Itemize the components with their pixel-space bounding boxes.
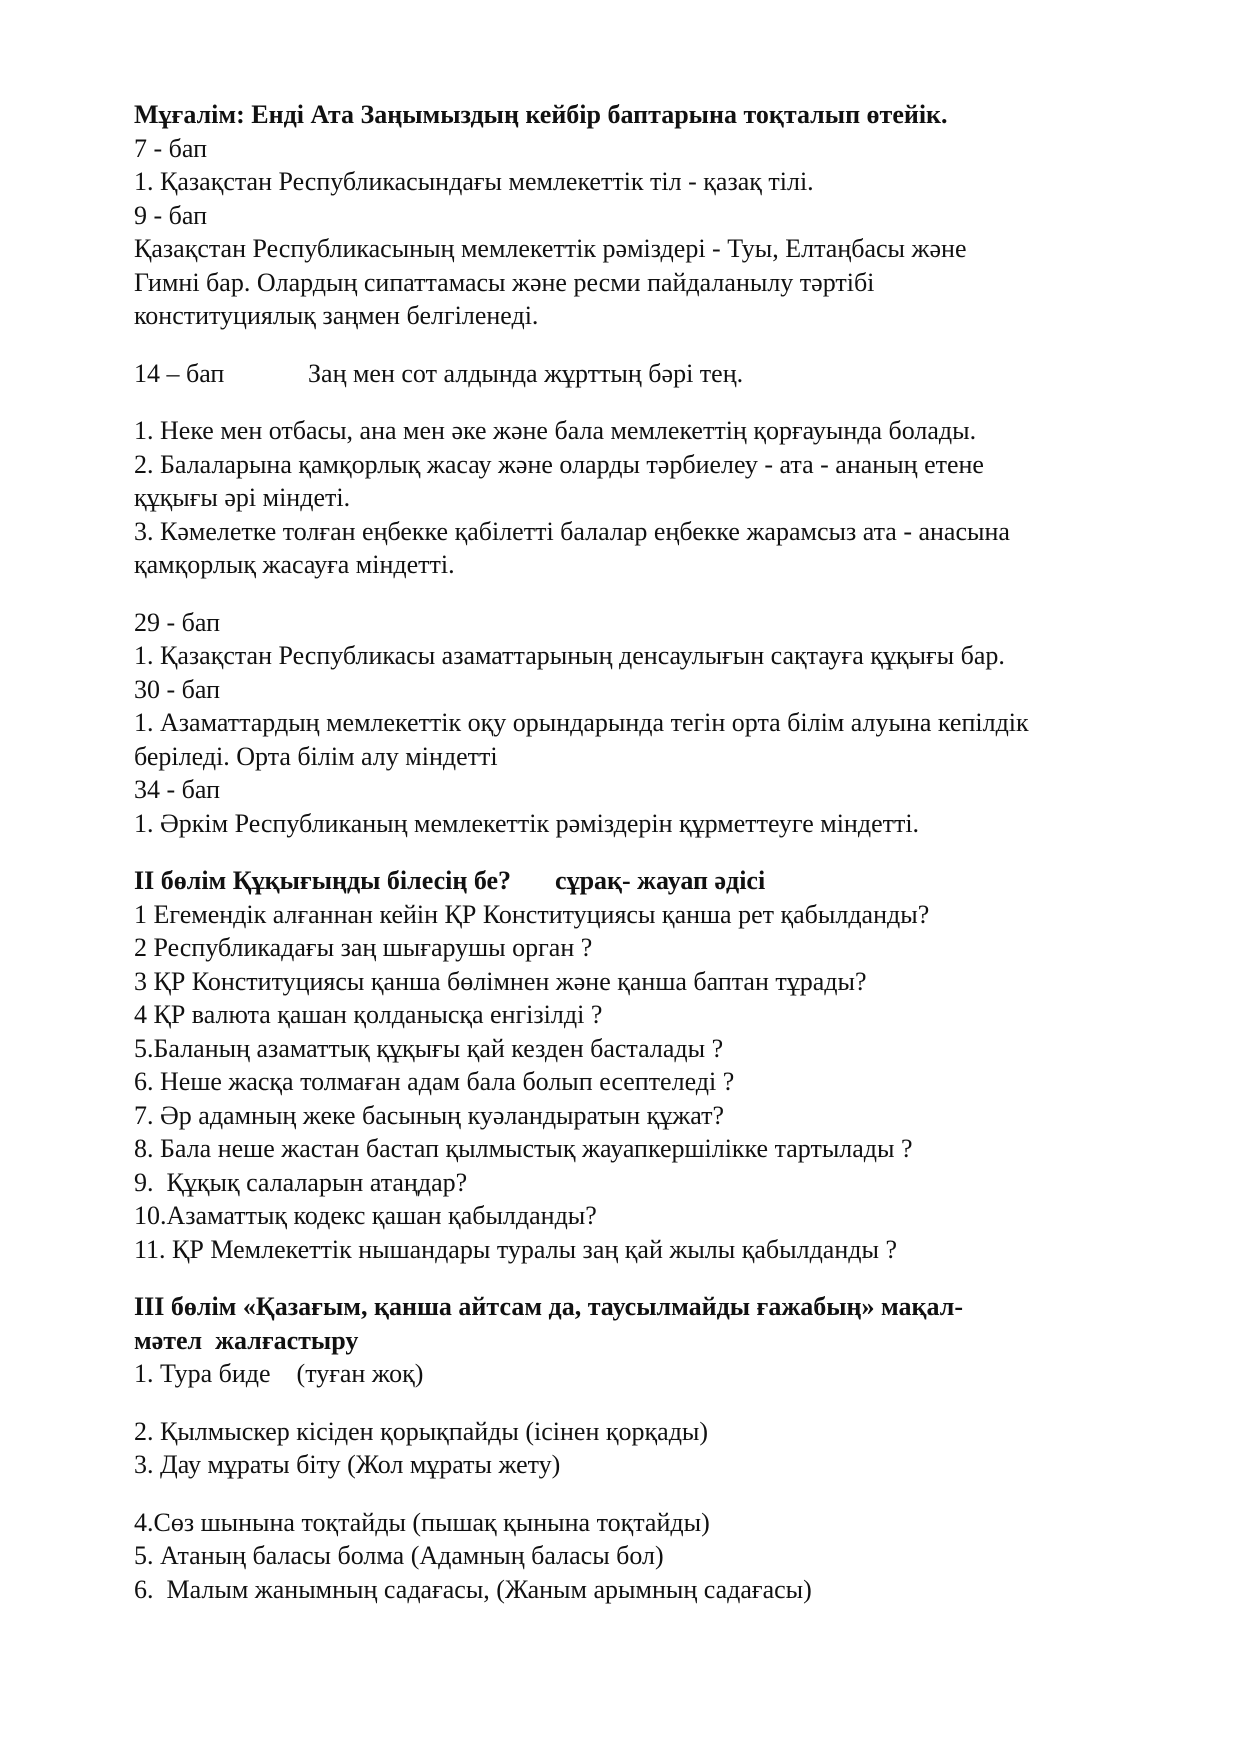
- section2-heading: [134, 864, 1144, 898]
- article-30-text-line: 1. Азаматтардың мемлекеттік оқу орындарында тегін орта білім алуына кепілдік: [134, 708, 1029, 737]
- proverb-list: [134, 1415, 1144, 1482]
- proverb-item: 1. Тура биде (туған жоқ): [134, 1359, 424, 1388]
- question-item: 5.Баланың азаматтық құқығы қай кезден басталады ?: [134, 1033, 724, 1063]
- article-14-point: қамқорлық жасауға міндетті.: [134, 550, 455, 579]
- article-14-point: 1. Неке мен отбасы, ана мен әке және бала мемлекеттің қорғауында болады.: [134, 416, 977, 445]
- section2-heading-title: ІІ бөлім Құқығыңды білесің бе?: [134, 866, 512, 895]
- question-item: 6. Неше жасқа толмаған адам бала болып есептеледі ?: [134, 1067, 735, 1096]
- article-14-point: 3. Кәмелетке толған еңбекке қабілетті балалар еңбекке жарамсыз ата - анасына: [134, 516, 1010, 546]
- article-34-title: 34 - бап: [134, 775, 220, 804]
- question-item: 8. Бала неше жастан бастап қылмыстық жауапкершілікке тартылады ?: [134, 1134, 913, 1163]
- proverb-item: 3. Дау мұраты біту (Жол мұраты жету): [134, 1450, 561, 1479]
- question-item: 11. ҚР Мемлекеттік нышандары туралы заң қай жылы қабылданды ?: [134, 1234, 898, 1264]
- paragraph-gap: [134, 390, 1144, 414]
- paragraph-gap: [134, 1482, 1144, 1506]
- article-14-point: 2. Балаларына қамқорлық жасау және оларды тәрбиелеу - ата - ананың етене: [134, 449, 984, 479]
- proverb-list: [134, 1357, 1144, 1391]
- question-item: 9. Құқық салаларын атаңдар?: [134, 1167, 468, 1197]
- proverb-item: 6. Малым жанымның садағасы, (Жаным арымның садағасы): [134, 1574, 812, 1604]
- article-14-title: 14 – бап: [134, 358, 225, 388]
- proverb-item: 2. Қылмыскер кісіден қорықпайды (ісінен қорқады): [134, 1416, 709, 1446]
- article-9-text-line: Қазақстан Республикасының мемлекеттік рәміздері - Туы, Елтаңбасы және: [134, 234, 967, 263]
- article-7-text: 1. Қазақстан Республикасындағы мемлекеттік тіл - қазақ тілі.: [134, 167, 814, 196]
- question-item: 3 ҚР Конституциясы қанша бөлімнен және қанша баптан тұрады?: [134, 966, 867, 996]
- question-item: 10.Азаматтық кодекс қашан қабылданды?: [134, 1201, 597, 1230]
- paragraph-gap: [134, 582, 1144, 606]
- paragraph-gap: [134, 1391, 1144, 1415]
- document-page: [134, 98, 1144, 1606]
- article-29-title: 29 - бап: [134, 607, 220, 637]
- proverb-list: [134, 1506, 1144, 1607]
- question-list: [134, 898, 1144, 1267]
- question-item: 1 Егемендік алғаннан кейін ҚР Конституциясы қанша рет қабылданды?: [134, 899, 930, 929]
- section2-heading-method: сұрақ- жауап әдісі: [555, 866, 766, 895]
- paragraph-gap: [134, 840, 1144, 864]
- paragraph-gap: [134, 1266, 1144, 1290]
- article-14-row: [134, 357, 1144, 391]
- article-7-title: 7 - бап: [134, 133, 207, 163]
- article-30-title: 30 - бап: [134, 674, 220, 704]
- article-29-text: 1. Қазақстан Республикасы азаматтарының денсаулығын сақтауға құқығы бар.: [134, 641, 1005, 670]
- section3-heading-line: ІІІ бөлім «Қазағым, қанша айтсам да, таусылмайды ғажабың» мақал-: [134, 1292, 963, 1321]
- article-30-text-line: беріледі. Орта білім алу міндетті: [134, 741, 498, 771]
- article-9-text-line: конституциялық заңмен белгіленеді.: [134, 301, 539, 330]
- proverb-item: 5. Атаның баласы болма (Адамның баласы бол): [134, 1541, 664, 1570]
- article-9-text-line: Гимні бар. Олардың сипаттамасы және ресми пайдаланылу тәртібі: [134, 267, 875, 297]
- article-14-point: құқығы әрі міндеті.: [134, 483, 351, 512]
- section3-heading-line: мәтел жалғастыру: [134, 1325, 359, 1355]
- section1-heading: Мұғалім: Енді Ата Заңымыздың кейбір баптарына тоқталып өтейік.: [134, 100, 948, 129]
- question-item: 4 ҚР валюта қашан қолданысқа енгізілді ?: [134, 1000, 603, 1029]
- article-9-title: 9 - бап: [134, 200, 207, 230]
- article-34-text: 1. Әркім Республиканың мемлекеттік рәміздерін құрметтеуге міндетті.: [134, 808, 920, 838]
- question-item: 7. Әр адамның жеке басының куәландыратын құжат?: [134, 1100, 725, 1130]
- paragraph-gap: [134, 333, 1144, 357]
- proverb-item: 4.Сөз шынына тоқтайды (пышақ қынына тоқтайды): [134, 1507, 710, 1537]
- question-item: 2 Республикадағы заң шығарушы орган ?: [134, 933, 593, 962]
- article-14-text: Заң мен сот алдында жұрттың бәрі тең.: [308, 358, 744, 388]
